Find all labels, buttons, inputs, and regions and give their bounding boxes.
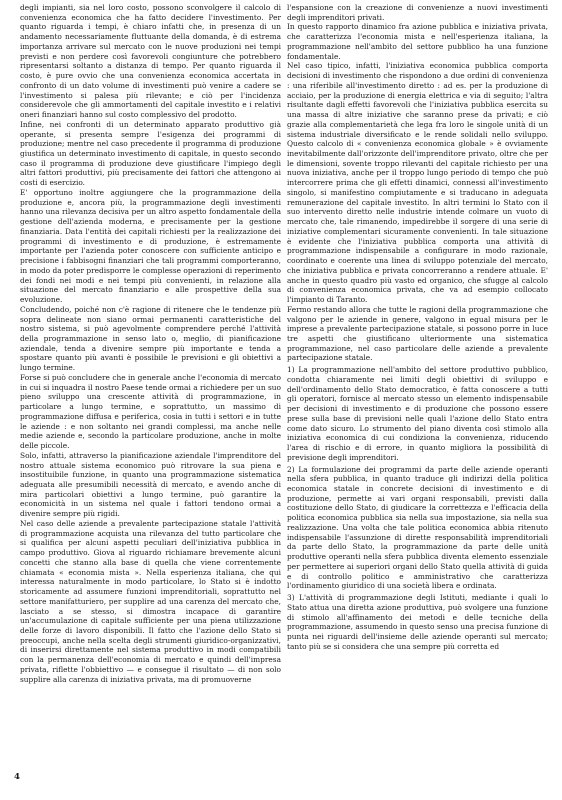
page-number: 4 (14, 772, 20, 782)
numbered-paragraph-2: 2) La formulazione dei programmi da parte delle aziende operanti nella sfera pubblica, in quanto traduce gli indirizzi della politica economica statale in concrete decisioni di investimento e di produzione, permette ai vari organi responsabili, previsti dalla costituzione dello Stato, di giudicare la correttezza e l'efficacia della politica economica pubblica sia nella sua impostazione, sia nella sua realizzazione. Una volta che tale politica economica abbia ritenuto indispensabile l'assunzione di dirette responsabilità imprenditoriali da parte dello Stato, la programmazione da parte delle unità produttive operanti nella sfera pubblica diventa elemento essenziale per permettere ai superiori organi dello Stato quella attività di guida e di controllo politico e amministrativo che caratterizza l'ordinamento giuridico di una società libera e ordinata. (287, 464, 548, 591)
paragraph: E' opportuno inoltre aggiungere che la programmazione della produzione e, ancora più, la programmazione degli investimenti hanno una rilevanza decisiva per un altro aspetto fondamentale della gestione dell'azienda moderna, e precisamente per la gestione finanziaria. Data l'entità dei capitali richiesti per la realizzazione dei programmi di investimento e di produzione, è estremamente importante per l'azienda poter conoscere con sufficiente anticipo e precisione i fabbisogni finanziari che tali programmi comporteranno, in modo da poter predisporre le complesse operazioni di reperimento dei fondi nei modi e nei tempi più convenienti, in relazione alla situazione del mercato finanziario e alle prospettive della sua evoluzione. (20, 187, 281, 305)
paragraph: degli impianti, sia nel loro costo, possono sconvolgere il calcolo di convenienza economica che ha fatto decidere l'investimento. Per quanto riguarda i tempi, è chiaro infatti che, in presenza di un andamento necessariamente fluttuante della domanda, è di estrema importanza arrivare sul mercato con le nuove produzioni nei tempi previsti e non perdere così favorevoli congiunture che potrebbero ripresentarsi soltanto a distanza di tempo. Per quanto riguarda il costo, è pure ovvio che una convenienza economica accertata in confronto di un dato volume di investimenti può venire a cadere se l'investimento si palesa più rilevante; e ciò per l'incidenza considerevole che gli ammortamenti del capitale investito e i relativi oneri finanziari hanno sul costo complessivo del prodotto. (20, 3, 281, 120)
paragraph: l'espansione con la creazione di convenienze a nuovi investimenti degli imprenditori privati. (287, 3, 548, 22)
paragraph: Concludendo, poiché non c'è ragione di ritenere che le tendenze più sopra delineate non siano ormai permanenti caratteristiche del nostro sistema, si può agevolmente comprendere perché l'attività della programmazione in senso lato o, meglio, di pianificazione aziendale, tenda a divenire sempre più importante e tenda a spostare quanto più avanti è possibile le previsioni e gli obiettivi a lungo termine. (20, 304, 281, 373)
text-column-right (287, 3, 548, 651)
paragraph: Forse si può concludere che in generale anche l'economia di mercato in cui si inquadra il nostro Paese tende ormai a richiedere per un suo pieno sviluppo una crescente attività di programmazione, in particolare a lungo termine, e soprattutto, un massimo di programmazione diffusa e periferica, cosia in tutti i settori e in tutte le aziende : e non soltanto nei grandi complessi, ma anche nelle medie aziende e, secondo la particolare produzione, anche in molte delle piccole. (20, 372, 281, 451)
numbered-paragraph-3: 3) L'attività di programmazione degli Istituti, mediante i quali lo Stato attua una diretta azione produttiva, può svolgere una funzione di stimolo all'affinamento dei metodi e delle tecniche della programmazione, assumendo in questo senso una precisa funzione di punta nei riguardi dell'insieme delle aziende operanti sul mercato; tanto più se si considera che una sempre più corretta ed (287, 593, 548, 651)
paragraph: Nel caso delle aziende a prevalente partecipazione statale l'attività di programmazione acquista una rilevanza del tutto particolare che si qualifica per alcuni aspetti peculiari dell'iniziativa pubblica in campo produttivo. Giova al riguardo richiamare brevemente alcuni concetti che stanno alla base di quella che viene correntemente chiamata « economia mista ». Nella esperienza italiana, che qui interessa naturalmente in modo particolare, lo Stato si è indotto storicamente ad assumere funzioni imprenditoriali, soprattutto nel settore manifatturiero, per supplire ad una carenza del mercato che, lasciato a se stesso, si dimostra incapace di garantire un'accumulazione di capitale sufficiente per una piena utilizzazione delle forze di lavoro disponibili. Il fatto che l'azione dello Stato si preoccupi, anche nella scelta degli strumenti giuridico-organizzativi, di inserirsi direttamente nel sistema produttivo in modi compatibili con la permanenza dell'economia di mercato e quindi dell'impresa privata, riflette l'obbiettivo — e consegue il risultato — di non solo supplire alla carenza di iniziativa privata, ma di promuoverne (20, 518, 281, 684)
paragraph: Infine, nei confronti di un determinato apparato produttivo già operante, si presenta sempre l'esigenza dei programmi di produzione; mentre nel caso precedente il programma di produzione giustifica un determinato investimento di capitale, in questo secondo caso il programma di produzione deve giustificare l'impiego degli altri fattori produttivi, più precisamente dei fattori che attengono ai costi di esercizio. (20, 119, 281, 188)
paragraph: Nel caso tipico, infatti, l'iniziativa economica pubblica comporta decisioni di investimento che rispondono a due ordini di convenienza : una riferibile all'investimento diretto : ad es. per la produzione di acciaio, per la produzione di energia elettrica e via di seguito; l'altra risultante dagli effetti favorevoli che l'iniziativa pubblica esercita su una massa di altre iniziative che saranno prese da privati; e ciò grazie alla complementarietà che lega fra loro le singole unità di un sistema industriale diversificato e le rende solidali nello sviluppo. Questo calcolo di « convenienza economica globale » è ovviamente inevitabilmente dall'orizzonte dell'imprenditore privato, oltre che per le dimensioni, sovente troppo rilevanti del capitale richiesto per una nuova iniziativa, anche per il troppo lungo periodo di tempo che può intercorrere prima che gli effetti dinamici, connessi all'investimento singolo, si manifestino compiutamente e si traducano in adeguata remunerazione del capitale investito. In altri termini lo Stato con il suo intervento diretto nelle industrie intende colmare un vuoto di mercato che, tale rimanendo, impedirebbe il sorgere di una serie di iniziative complementari sicuramente convenienti. In tale situazione è evidente che l'iniziativa pubblica comporta una attività di programmazione indispensabile a configurare in modo razionale, coordinato e coerente una linea di sviluppo potenziale del mercato, che iniziativa pubblica e privata concorreranno a rendere attuale. E' anche in questo quadro più vasto ed organico, che sfugge al calcolo di convenienza economica privata, che va ad esempio collocato l'impianto di Taranto. (287, 61, 548, 305)
paragraph: In questo rapporto dinamico fra azione pubblica e iniziativa privata, che caratterizza l'economia mista e nell'esperienza italiana, la programmazione nell'ambito del settore pubblico ha una funzione fondamentale. (287, 22, 548, 61)
text-column-left (20, 3, 281, 684)
numbered-paragraph-1: 1) La programmazione nell'ambito del settore produttivo pubblico, condotta chiaramente nei limiti degli obiettivi di sviluppo e dell'ordinamento dello Stato democratico, è fatta conoscere a tutti gli operatori, fornisce al mercato stesso un elemento indispensabile per decisioni di investimento e di produzione che possono essere prese sulla base di previsioni nelle quali l'azione dello Stato entra come dato sicuro. Lo strumento del piano diventa così stimolo alla iniziativa economica di cui condiziona la convenienza, riducendo l'area di rischio e di errore, in quanto migliora la possibilità di previsione degli imprenditori. (287, 365, 548, 462)
paragraph: Fermo restando allora che tutte le ragioni della programmazione che valgono per le aziende in genere, valgono in egual misura per le imprese a prevalente partecipazione statale, si possono porre in luce tre aspetti che giustificano ulteriormente una sistematica programmazione, nel caso particolare delle aziende a prevalente partecipazione statale. (287, 304, 548, 363)
paragraph: Solo, infatti, attraverso la pianificazione aziendale l'imprenditore del nostro attuale sistema economico può ritrovare la sua piena e insostituibile funzione, in quanto una programmazione sistematica adeguata alle presumibili necessità di mercato, e avendo anche di mira particolari obiettivi a lungo termine, può garantire la economicità in un sistema nel quale i fattori tendono ormai a divenire sempre più rigidi. (20, 450, 281, 519)
